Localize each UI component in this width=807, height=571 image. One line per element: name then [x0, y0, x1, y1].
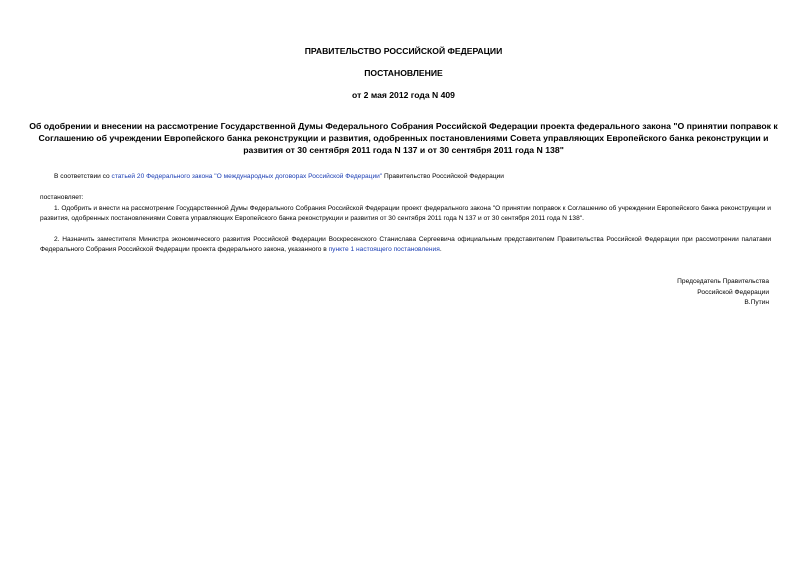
- document-title: Об одобрении и внесении на рассмотрение Государственной Думы Федерального Собрания Российской Федерации проекта федерального закона "О принятии поправок к Соглашению об учреждении Европейского банка реконструкции и развития, одобренных постановлениями Совета управляющих Европейского банка реконструкции и развития от 30 сентября 2011 года N 137 и от 30 сентября 2011 года N 138": [29, 121, 778, 155]
- document-date-number: от 2 мая 2012 года N 409: [352, 90, 455, 100]
- signature-organization: Российской Федерации: [697, 289, 769, 296]
- signature-name: В.Путин: [744, 299, 769, 306]
- intro-suffix: Правительство Российской Федерации: [382, 173, 504, 180]
- document-type-heading: ПОСТАНОВЛЕНИЕ: [364, 68, 443, 78]
- item-1-reference-link[interactable]: пункте 1 настоящего постановления: [328, 245, 440, 253]
- item-1-paragraph: 1. Одобрить и внести на рассмотрение Государственной Думы Федерального Собрания Российской Федерации проект федерального закона "О принятии поправок к Соглашению об учреждении Европейского банка реконструкции и развития, одобренных постановлениями Совета управляющих Европейского банка реконструкции и развития от 30 сентября 2011 года N 137 и от 30 сентября 2011 года N 138".: [40, 205, 771, 222]
- law-article-link[interactable]: статьей 20 Федерального закона "О международных договорах Российской Федерации": [111, 173, 383, 180]
- item-2-suffix: .: [439, 245, 442, 253]
- item-2-prefix: 2. Назначить заместителя Министра экономического развития Российской Федерации Воскресенского Станислава Сергеевича официальным представителем Правительства Российской Федерации при рассмотрении палатами Федерального Собрания Российской Федерации проекта федерального закона, указанного в: [40, 236, 771, 253]
- government-heading: ПРАВИТЕЛЬСТВО РОССИЙСКОЙ ФЕДЕРАЦИИ: [304, 46, 503, 56]
- signature-position: Председатель Правительства: [677, 278, 769, 285]
- intro-prefix: В соответствии со: [54, 173, 112, 180]
- item-2-paragraph: [40, 235, 771, 254]
- decree-word: постановляет:: [40, 194, 84, 201]
- intro-paragraph: [40, 172, 771, 182]
